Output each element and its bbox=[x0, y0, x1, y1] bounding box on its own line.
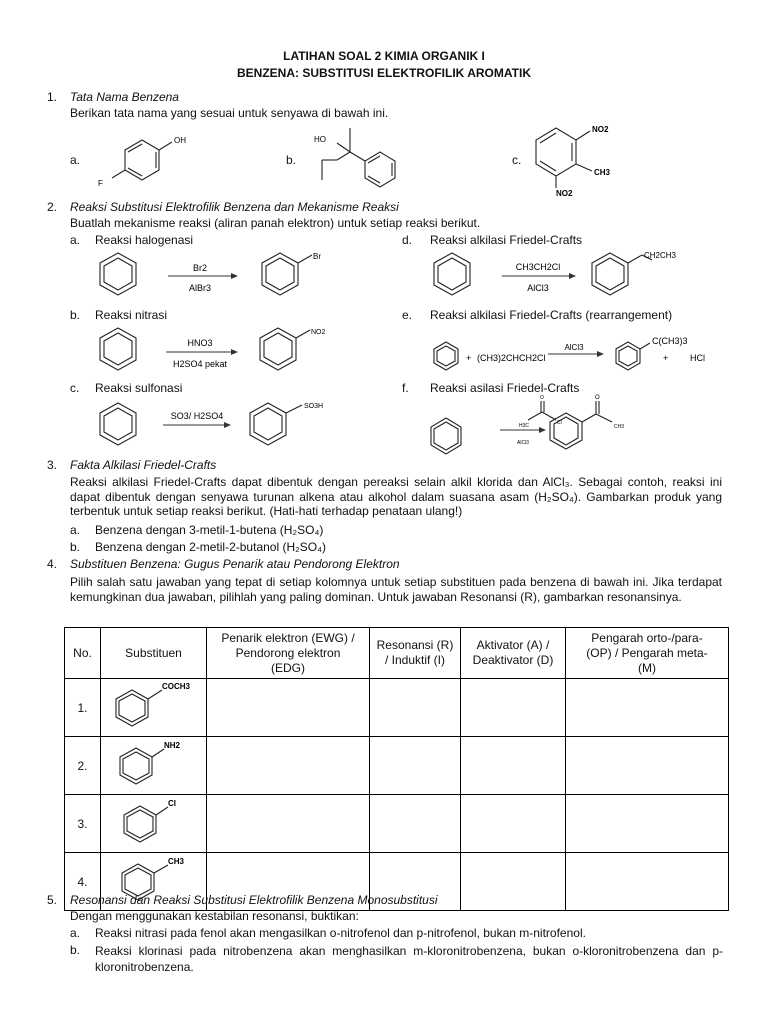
q2d-letter: d. bbox=[402, 233, 413, 247]
answer-aktivator-deaktivator[interactable] bbox=[461, 853, 566, 911]
q2b-name: Reaksi nitrasi bbox=[95, 308, 168, 322]
q2f-acyl-h3c: H3C bbox=[519, 423, 530, 429]
q2e-name: Reaksi alkilasi Friedel-Crafts (rearrangement) bbox=[430, 308, 673, 322]
q5b-letter: b. bbox=[70, 943, 81, 957]
q1c-label-ch3: CH3 bbox=[594, 168, 611, 177]
q2c-letter: c. bbox=[70, 381, 80, 395]
substituent-label: COCH3 bbox=[161, 682, 190, 691]
q5-number: 5. bbox=[47, 893, 58, 907]
q2-instruction: Buatlah mekanisme reaksi (aliran panah elektron) untuk setiap reaksi berikut. bbox=[70, 216, 481, 230]
answer-ewg-edg[interactable] bbox=[207, 795, 370, 853]
benzene-nh2-structure bbox=[102, 737, 206, 791]
answer-resonansi-induktif[interactable] bbox=[370, 679, 461, 737]
q2b-letter: b. bbox=[70, 308, 81, 322]
answer-pengarah[interactable] bbox=[566, 679, 729, 737]
q5-title: Resonansi dan Reaksi Substitusi Elektrofilik Benzena Monosubstitusi bbox=[70, 893, 438, 907]
q2f-catalyst: AlCl3 bbox=[517, 440, 529, 446]
substituent-structure bbox=[101, 737, 207, 795]
q2e-plus2: + bbox=[663, 353, 669, 363]
q2f-product-o: O bbox=[595, 395, 600, 401]
q2-reaction-schemes bbox=[0, 0, 768, 460]
header-no: No. bbox=[65, 628, 101, 679]
answer-pengarah[interactable] bbox=[566, 737, 729, 795]
table-row bbox=[65, 679, 729, 737]
row-number: 4. bbox=[65, 853, 101, 911]
q1-instruction: Berikan tata nama yang sesuai untuk senyawa di bawah ini. bbox=[70, 106, 389, 120]
q1b-label-ho: HO bbox=[314, 135, 326, 144]
q2e-plus: + bbox=[466, 353, 472, 363]
q1a-label-f: F bbox=[98, 179, 103, 188]
row-number: 2. bbox=[65, 737, 101, 795]
answer-aktivator-deaktivator[interactable] bbox=[461, 795, 566, 853]
q2b-product-label: NO2 bbox=[311, 329, 326, 336]
q2a-reagent-above: Br2 bbox=[192, 263, 208, 273]
q2d-reagent-above: CH3CH2Cl bbox=[515, 262, 561, 272]
substituent-table bbox=[64, 627, 729, 911]
row-number: 3. bbox=[65, 795, 101, 853]
q2f-acyl-o: O bbox=[540, 395, 544, 401]
q1-title: Tata Nama Benzena bbox=[70, 90, 179, 104]
q2e-byproduct: HCl bbox=[690, 353, 705, 363]
substituent-label: NH2 bbox=[163, 741, 180, 750]
benzene-coch3-structure bbox=[102, 679, 206, 733]
q2c-name: Reaksi sulfonasi bbox=[95, 381, 183, 395]
q2b-reagent-above: HNO3 bbox=[187, 338, 213, 348]
q2d-product-label: CH2CH3 bbox=[644, 251, 677, 260]
q1-number: 1. bbox=[47, 90, 58, 104]
header-substituen: Substituen bbox=[101, 628, 207, 679]
q3-title: Fakta Alkilasi Friedel-Crafts bbox=[70, 458, 217, 472]
substituent-structure bbox=[101, 795, 207, 853]
answer-aktivator-deaktivator[interactable] bbox=[461, 737, 566, 795]
benzene-cl-structure bbox=[102, 795, 206, 849]
q5b-text: Reaksi klorinasi pada nitrobenzena akan menghasilkan m-kloronitrobenzena, bukan o-kloronitrobenzena dan p-kloronitrobenzena. bbox=[95, 944, 723, 974]
q2b-reagent-below: H2SO4 pekat bbox=[172, 359, 228, 369]
q3a-letter: a. bbox=[70, 523, 81, 537]
page-subtitle: BENZENA: SUBSTITUSI ELEKTROFILIK AROMATIK bbox=[237, 66, 531, 80]
q3-paragraph: Reaksi alkilasi Friedel-Crafts dapat dibentuk dengan pereaksi selain alkil klorida dan AlCl₃. Sebagai contoh, reaksi ini dapat dibentuk dengan senyawa turunan alkena atau alkohol dalam suasana asam (H₂SO₄). Gambarkan produk yang terbentuk untuk setiap reaksi berikut. (Hati-hati terhadap penataan ulang!) bbox=[70, 475, 722, 518]
q2a-letter: a. bbox=[70, 233, 81, 247]
q1c-label-no2-bottom: NO2 bbox=[556, 189, 573, 198]
q3b-text: Benzena dengan 2-metil-2-butanol (H₂SO₄) bbox=[95, 540, 327, 554]
header-pengarah: Pengarah orto-/para- (OP) / Pengarah meta- (M) bbox=[566, 628, 729, 679]
substituent-label: CH3 bbox=[167, 857, 184, 866]
q2f-product-ch3: CH3 bbox=[614, 424, 625, 430]
header-resonansi-induktif: Resonansi (R) / Induktif (I) bbox=[370, 628, 461, 679]
q2f-acyl-cl: Cl bbox=[557, 420, 562, 426]
page-title: LATIHAN SOAL 2 KIMIA ORGANIK I bbox=[283, 49, 485, 63]
q1c-label-no2-top: NO2 bbox=[592, 125, 609, 134]
table-row bbox=[65, 737, 729, 795]
q3b-letter: b. bbox=[70, 540, 81, 554]
q2a-product-label: Br bbox=[313, 252, 321, 261]
q4-number: 4. bbox=[47, 557, 58, 571]
q2e-letter: e. bbox=[402, 308, 413, 322]
q4-title: Substituen Benzena: Gugus Penarik atau Pendorong Elektron bbox=[70, 557, 400, 571]
q4-paragraph: Pilih salah satu jawaban yang tepat di setiap kolomnya untuk setiap substituen pada benzena di bawah ini. Jika terdapat kemungkinan dua jawaban, pilihlah yang paling dominan. Untuk jawaban Resonansi (R), gambarkan resonansinya. bbox=[70, 575, 722, 604]
answer-ewg-edg[interactable] bbox=[207, 679, 370, 737]
q1c-letter: c. bbox=[512, 153, 522, 167]
row-number: 1. bbox=[65, 679, 101, 737]
q2e-catalyst: AlCl3 bbox=[564, 343, 584, 352]
substituent-structure bbox=[101, 679, 207, 737]
answer-ewg-edg[interactable] bbox=[207, 737, 370, 795]
q2-number: 2. bbox=[47, 200, 58, 214]
answer-resonansi-induktif[interactable] bbox=[370, 737, 461, 795]
q5a-letter: a. bbox=[70, 926, 81, 940]
q5a-text: Reaksi nitrasi pada fenol akan mengasilkan o-nitrofenol dan p-nitrofenol, bukan m-nitrofenol. bbox=[95, 926, 586, 940]
answer-pengarah[interactable] bbox=[566, 795, 729, 853]
header-ewg-edg: Penarik elektron (EWG) / Pendorong elektron (EDG) bbox=[207, 628, 370, 679]
q2f-name: Reaksi asilasi Friedel-Crafts bbox=[430, 381, 580, 395]
q2d-reagent-below: AlCl3 bbox=[527, 283, 549, 293]
substituent-label: Cl bbox=[167, 799, 176, 808]
q2a-reagent-below: AlBr3 bbox=[188, 283, 212, 293]
header-aktivator-deaktivator: Aktivator (A) / Deaktivator (D) bbox=[461, 628, 566, 679]
q2c-product-label: SO3H bbox=[304, 403, 324, 410]
q3-number: 3. bbox=[47, 458, 58, 472]
q2f-letter: f. bbox=[402, 381, 409, 395]
answer-resonansi-induktif[interactable] bbox=[370, 795, 461, 853]
q2d-name: Reaksi alkilasi Friedel-Crafts bbox=[430, 233, 583, 247]
q5-instruction: Dengan menggunakan kestabilan resonansi, buktikan: bbox=[70, 909, 359, 923]
q2a-name: Reaksi halogenasi bbox=[95, 233, 194, 247]
q3a-text: Benzena dengan 3-metil-1-butena (H₂SO₄) bbox=[95, 523, 324, 537]
table-row bbox=[65, 795, 729, 853]
q1a-letter: a. bbox=[70, 153, 81, 167]
table-header-row bbox=[65, 628, 729, 679]
q1b-letter: b. bbox=[286, 153, 297, 167]
q2e-reagent: (CH3)2CHCH2Cl bbox=[477, 353, 546, 363]
q2-title: Reaksi Substitusi Elektrofilik Benzena dan Mekanisme Reaksi bbox=[70, 200, 399, 214]
answer-pengarah[interactable] bbox=[566, 853, 729, 911]
q2e-product-label: C(CH3)3 bbox=[652, 336, 688, 346]
q1a-label-oh: OH bbox=[174, 136, 186, 145]
q2c-reagent-above: SO3/ H2SO4 bbox=[170, 411, 224, 421]
answer-aktivator-deaktivator[interactable] bbox=[461, 679, 566, 737]
